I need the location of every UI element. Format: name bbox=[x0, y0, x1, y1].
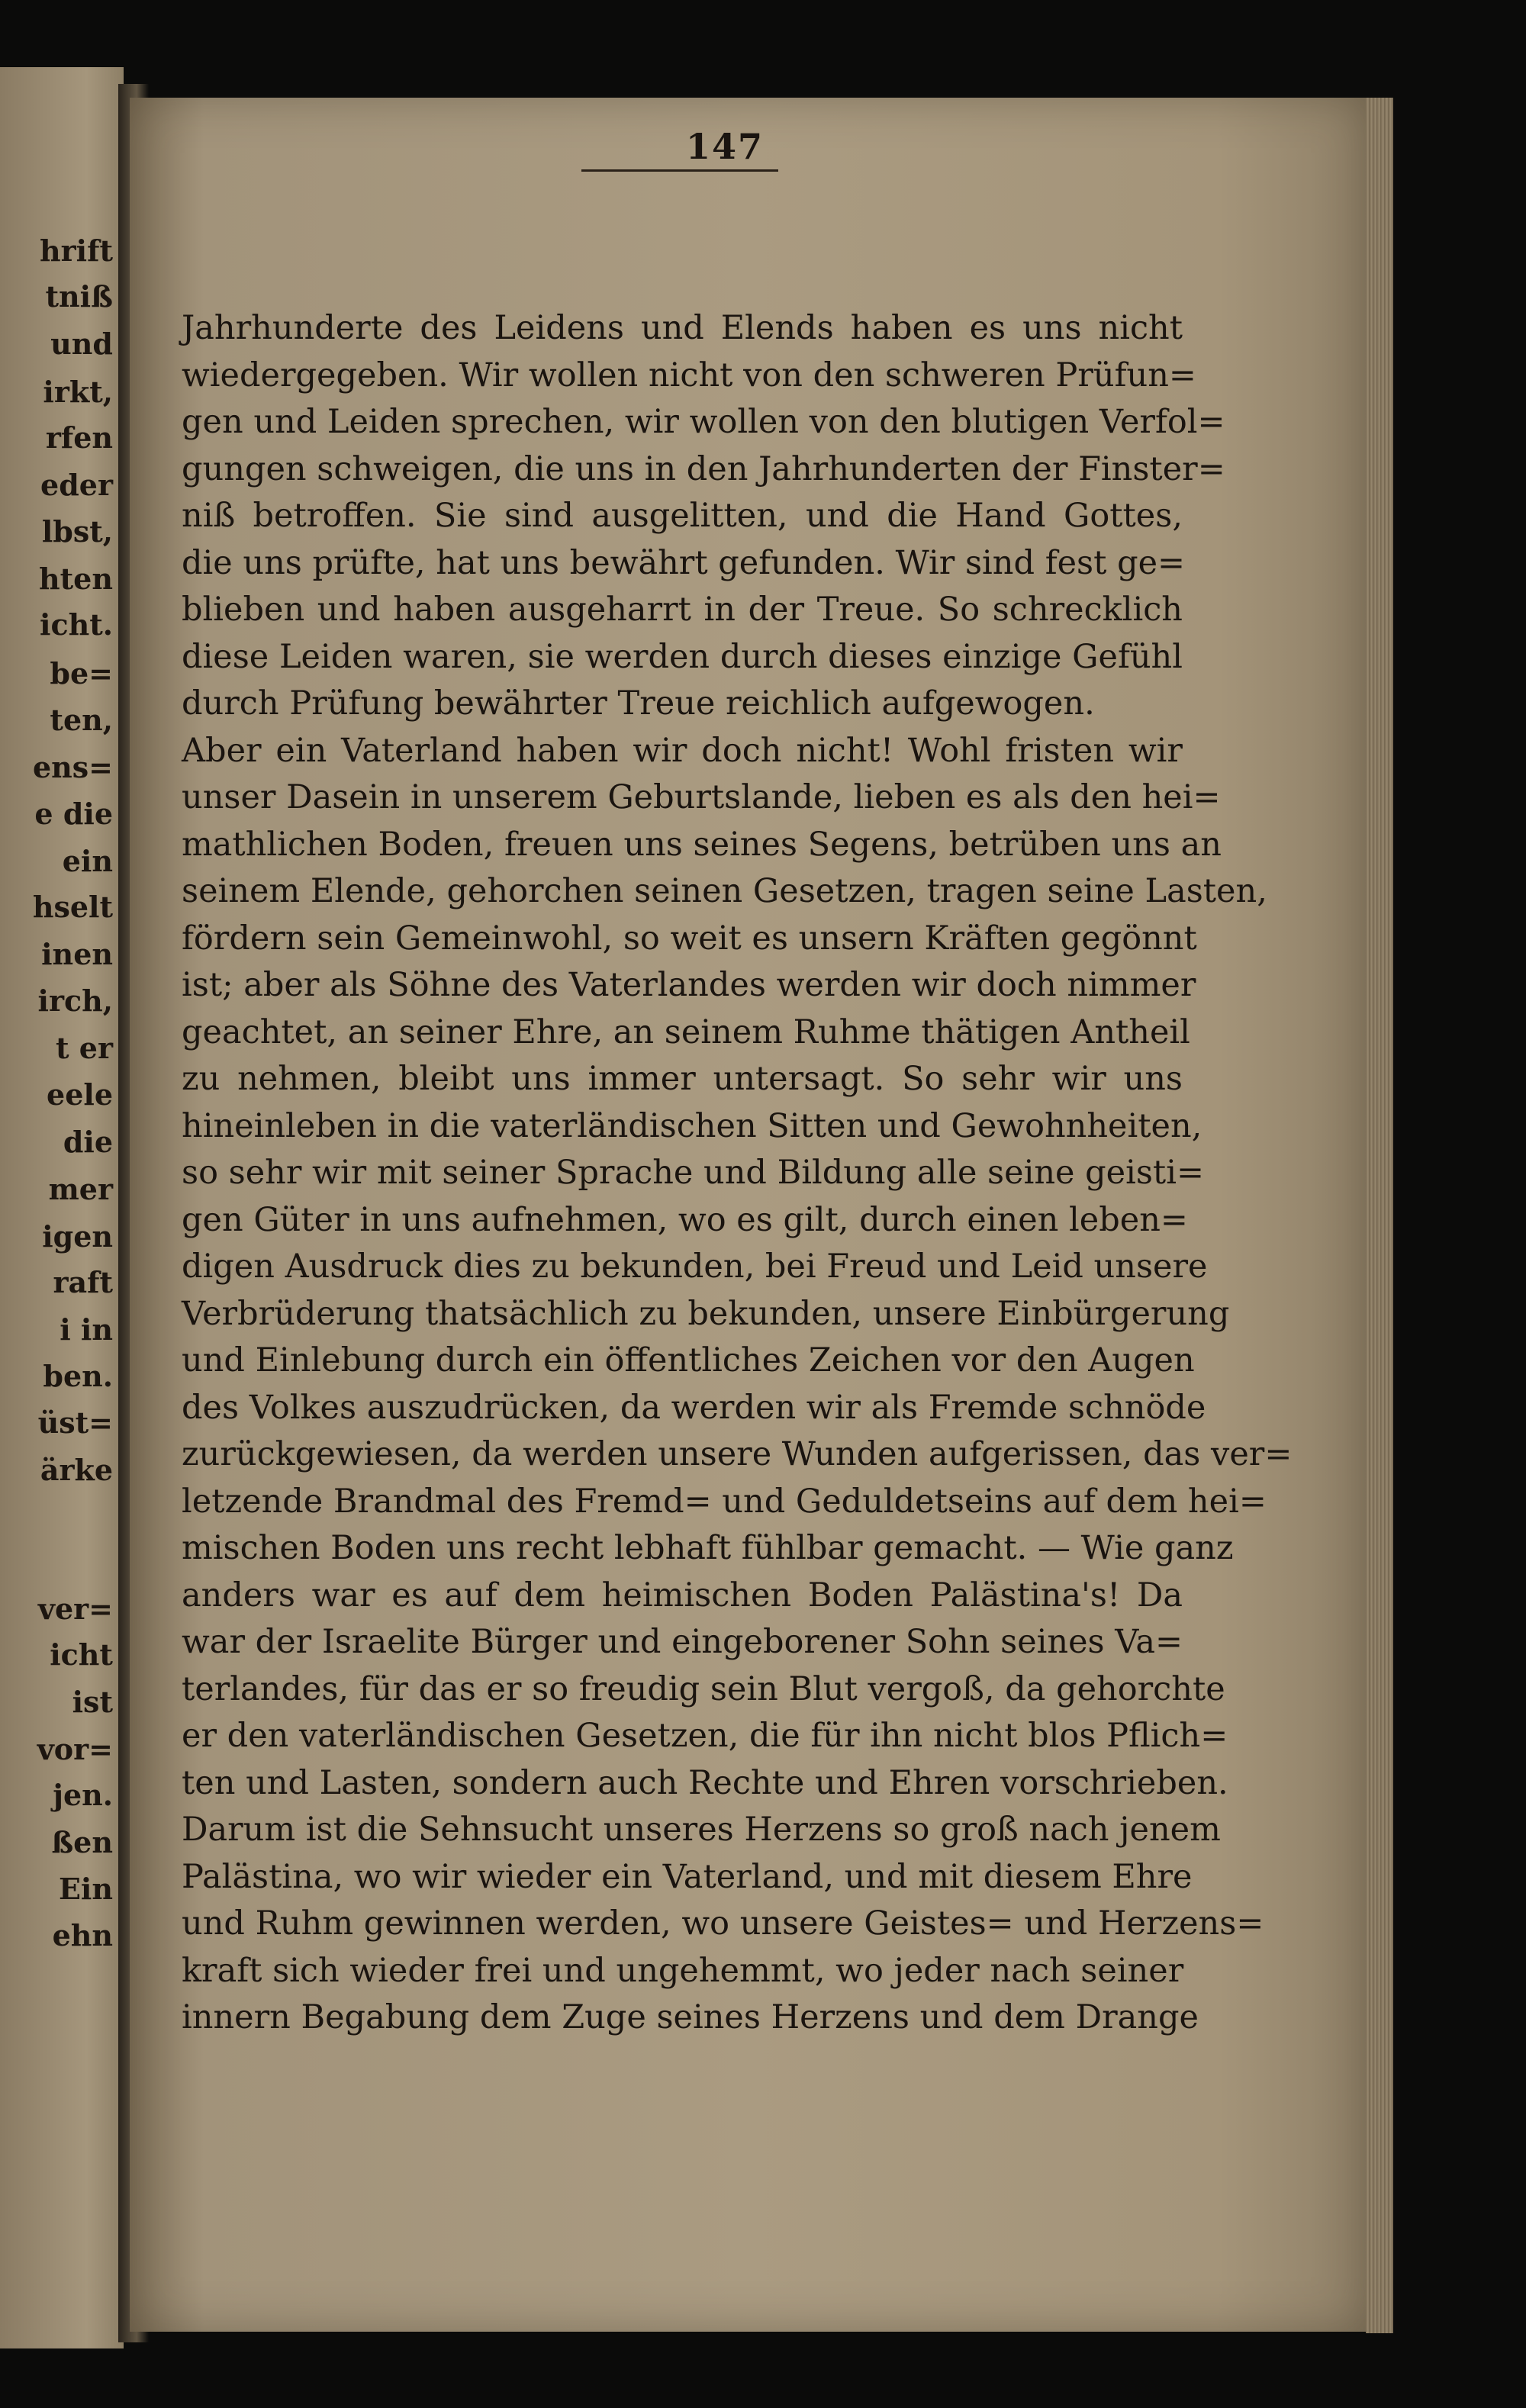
text-line: unser Dasein in unserem Geburtslande, lieben es als den hei= bbox=[182, 778, 1221, 816]
margin-fragment: eder bbox=[40, 468, 113, 502]
text-line: ist; aber als Söhne des Vaterlandes werden wir doch nimmer bbox=[182, 966, 1196, 1004]
text-line: geachtet, an seiner Ehre, an seinem Ruhme thätigen Antheil bbox=[182, 1012, 1190, 1051]
margin-fragment: icht bbox=[50, 1637, 113, 1672]
text-line: mischen Boden uns recht lebhaft fühlbar gemacht. — Wie ganz bbox=[182, 1529, 1234, 1567]
page-body-text bbox=[182, 305, 1293, 2042]
text-line: Darum ist die Sehnsucht unseres Herzens so groß nach jenem bbox=[182, 1811, 1221, 1849]
margin-fragment: ist bbox=[72, 1685, 113, 1719]
margin-fragment: tniß bbox=[45, 279, 113, 314]
margin-fragment: irch, bbox=[37, 983, 113, 1018]
margin-fragment: hten bbox=[39, 562, 113, 596]
margin-fragment: icht. bbox=[40, 607, 113, 642]
text-line: niß betroffen. Sie sind ausgelitten, und die Hand Gottes, bbox=[182, 497, 1183, 535]
page-number-rule bbox=[581, 169, 778, 172]
page-block-edges bbox=[1366, 98, 1393, 2333]
margin-fragment: e die bbox=[34, 797, 113, 831]
text-line: Palästina, wo wir wieder ein Vaterland, und mit diesem Ehre bbox=[182, 1857, 1193, 1896]
margin-fragment: mer bbox=[48, 1172, 113, 1206]
margin-fragment: ßen bbox=[51, 1825, 113, 1859]
margin-fragment: üst= bbox=[37, 1405, 113, 1440]
margin-fragment: jen. bbox=[53, 1778, 113, 1812]
margin-fragment: ein bbox=[62, 844, 113, 878]
text-line: gen und Leiden sprechen, wir wollen von den blutigen Verfol= bbox=[182, 403, 1225, 441]
text-line: des Volkes auszudrücken, da werden wir als Fremde schnöde bbox=[182, 1388, 1206, 1427]
margin-fragment: t er bbox=[56, 1031, 113, 1065]
margin-fragment: hselt bbox=[32, 890, 113, 924]
text-line: hineinleben in die vaterländischen Sitten und Gewohnheiten, bbox=[182, 1106, 1202, 1145]
margin-fragment: ärke bbox=[40, 1453, 113, 1487]
text-line: war der Israelite Bürger und eingeborener Sohn seines Va= bbox=[182, 1623, 1183, 1661]
margin-fragment: igen bbox=[42, 1219, 113, 1254]
text-line: und Einlebung durch ein öffentliches Zeichen vor den Augen bbox=[182, 1341, 1195, 1379]
text-line: gungen schweigen, die uns in den Jahrhunderten der Finster= bbox=[182, 449, 1225, 488]
text-line: seinem Elende, gehorchen seinen Gesetzen, tragen seine Lasten, bbox=[182, 872, 1267, 910]
margin-fragment: ehn bbox=[52, 1918, 113, 1952]
text-line: er den vaterländischen Gesetzen, die für ihn nicht blos Pflich= bbox=[182, 1717, 1228, 1755]
text-line: kraft sich wieder frei und ungehemmt, wo jeder nach seiner bbox=[182, 1951, 1184, 1990]
margin-fragment: hrift bbox=[40, 233, 113, 268]
text-line: Jahrhunderte des Leidens und Elends haben es uns nicht bbox=[182, 309, 1183, 347]
margin-fragment: irkt, bbox=[43, 375, 113, 409]
margin-fragment: vor= bbox=[37, 1732, 113, 1766]
text-line: wiedergegeben. Wir wollen nicht von den schweren Prüfun= bbox=[182, 356, 1196, 394]
margin-fragment: eele bbox=[47, 1077, 113, 1112]
margin-fragment: lbst, bbox=[41, 514, 113, 549]
text-line: innern Begabung dem Zuge seines Herzens und dem Drange bbox=[182, 1998, 1199, 2036]
margin-fragment: ver= bbox=[37, 1592, 113, 1626]
margin-fragment: raft bbox=[53, 1265, 113, 1299]
text-line: anders war es auf dem heimischen Boden Palästina's! Da bbox=[182, 1576, 1183, 1614]
text-line: durch Prüfung bewährter Treue reichlich aufgewogen. bbox=[182, 684, 1095, 723]
margin-fragment: i in bbox=[60, 1312, 113, 1347]
text-line: die uns prüfte, hat uns bewährt gefunden. Wir sind fest ge= bbox=[182, 543, 1186, 582]
text-line: ten und Lasten, sondern auch Rechte und Ehren vorschrieben. bbox=[182, 1763, 1228, 1802]
text-line: letzende Brandmal des Fremd= und Geduldetseins auf dem hei= bbox=[182, 1482, 1267, 1521]
text-line: fördern sein Gemeinwohl, so weit es unsern Kräften gegönnt bbox=[182, 919, 1197, 958]
text-line: blieben und haben ausgeharrt in der Treue. So schrecklich bbox=[182, 591, 1183, 629]
text-line: terlandes, für das er so freudig sein Blut vergoß, da gehorchte bbox=[182, 1669, 1225, 1708]
text-line: zurückgewiesen, da werden unsere Wunden aufgerissen, das ver= bbox=[182, 1435, 1293, 1473]
margin-fragment: ens= bbox=[32, 750, 113, 784]
text-line: zu nehmen, bleibt uns immer untersagt. So sehr wir uns bbox=[182, 1060, 1183, 1098]
margin-fragment: inen bbox=[41, 937, 113, 971]
text-line: so sehr wir mit seiner Sprache und Bildung alle seine geisti= bbox=[182, 1154, 1204, 1192]
margin-fragment: Ein bbox=[58, 1872, 113, 1906]
text-line: Aber ein Vaterland haben wir doch nicht! Wohl fristen wir bbox=[182, 731, 1183, 770]
text-line: diese Leiden waren, sie werden durch dieses einzige Gefühl bbox=[182, 637, 1183, 676]
margin-fragment: be= bbox=[50, 656, 113, 691]
text-line: mathlichen Boden, freuen uns seines Segens, betrüben uns an bbox=[182, 825, 1222, 864]
margin-fragment: ten, bbox=[50, 703, 113, 737]
margin-fragment: rfen bbox=[45, 420, 113, 455]
previous-page-fragment bbox=[0, 67, 124, 2348]
text-line: gen Güter in uns aufnehmen, wo es gilt, durch einen leben= bbox=[182, 1200, 1188, 1239]
margin-fragment: die bbox=[63, 1125, 113, 1159]
text-line: digen Ausdruck dies zu bekunden, bei Freud und Leid unsere bbox=[182, 1247, 1208, 1286]
text-line: und Ruhm gewinnen werden, wo unsere Geistes= und Herzens= bbox=[182, 1904, 1264, 1943]
page-number: 147 bbox=[685, 126, 765, 167]
margin-fragment: und bbox=[50, 327, 113, 361]
margin-fragment: ben. bbox=[43, 1359, 113, 1393]
text-line: Verbrüderung thatsächlich zu bekunden, unsere Einbürgerung bbox=[182, 1294, 1230, 1333]
